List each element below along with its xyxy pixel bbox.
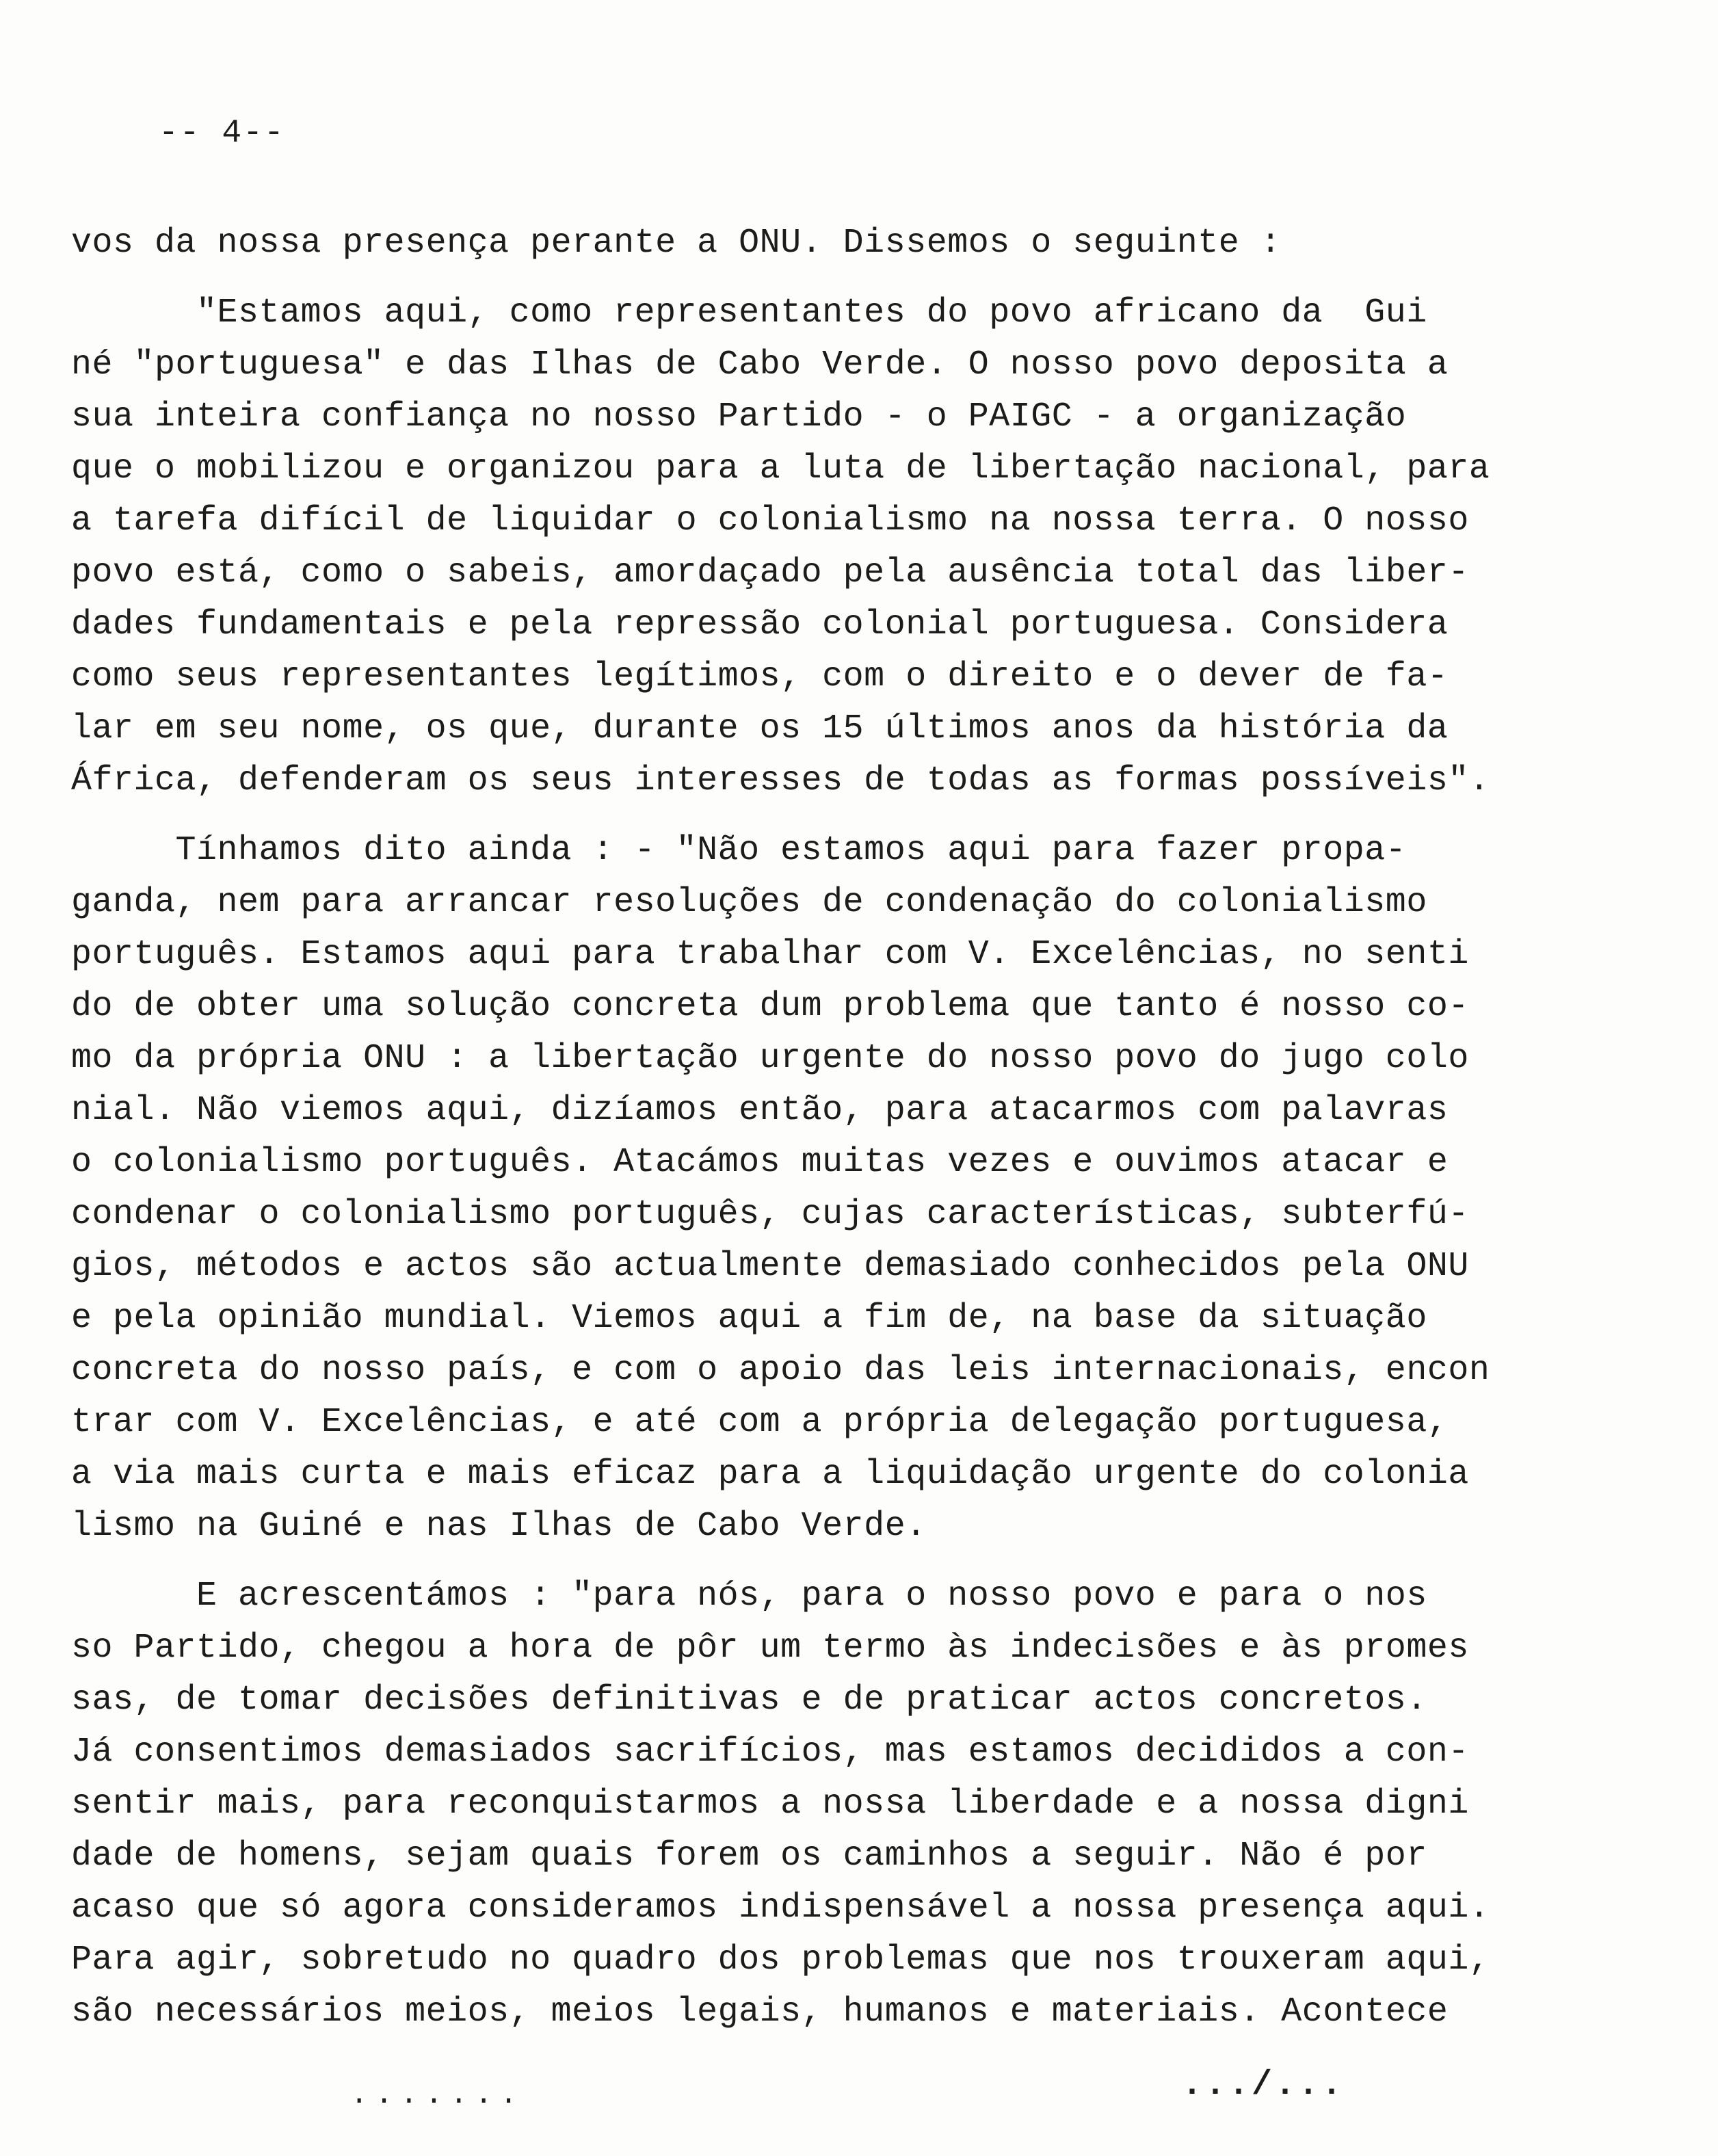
text-line: ganda, nem para arrancar resoluções de condenação do colonialismo <box>71 883 1427 922</box>
text-line: so Partido, chegou a hora de pôr um termo às indecisões e às promes <box>71 1629 1469 1668</box>
paragraph <box>71 1570 1507 2038</box>
text-line: que o mobilizou e organizou para a luta de libertação nacional, para <box>71 449 1490 488</box>
page-number: -- 4-- <box>159 115 285 152</box>
text-line: do de obter uma solução concreta dum problema que tanto é nosso co- <box>71 987 1469 1026</box>
text-line: português. Estamos aqui para trabalhar com V. Excelências, no senti <box>71 935 1469 974</box>
text-line: Para agir, sobretudo no quadro dos problemas que nos trouxeram aqui, <box>71 1941 1490 1980</box>
text-line: Tínhamos dito ainda : - "Não estamos aqui para fazer propa- <box>71 831 1407 870</box>
paragraph <box>71 825 1507 1553</box>
text-line: "Estamos aqui, como representantes do povo africano da Gui <box>71 293 1427 332</box>
text-line: Já consentimos demasiados sacrifícios, mas estamos decididos a con- <box>71 1733 1469 1772</box>
text-line: como seus representantes legítimos, com o direito e o dever de fa- <box>71 657 1449 696</box>
paragraph <box>71 218 1507 270</box>
text-line: mo da própria ONU : a libertação urgente do nosso povo do jugo colo <box>71 1039 1469 1078</box>
text-line: nial. Não viemos aqui, dizíamos então, para atacarmos com palavras <box>71 1091 1449 1130</box>
body-text <box>71 218 1507 2038</box>
text-line: lar em seu nome, os que, durante os 15 últimos anos da história da <box>71 709 1449 748</box>
text-line: lismo na Guiné e nas Ilhas de Cabo Verde. <box>71 1507 927 1546</box>
text-line: sua inteira confiança no nosso Partido - o PAIGC - a organização <box>71 397 1407 436</box>
text-line: o colonialismo português. Atacámos muitas vezes e ouvimos atacar e <box>71 1143 1449 1182</box>
text-line: são necessários meios, meios legais, humanos e materiais. Acontece <box>71 1993 1449 2032</box>
text-line: gios, métodos e actos são actualmente demasiado conhecidos pela ONU <box>71 1247 1469 1286</box>
text-line: a tarefa difícil de liquidar o colonialismo na nossa terra. O nosso <box>71 501 1469 540</box>
continued-marker: .../... <box>1182 2066 1345 2105</box>
text-line: vos da nossa presença perante a ONU. Dissemos o seguinte : <box>71 224 1282 263</box>
text-line: acaso que só agora consideramos indispensável a nossa presença aqui. <box>71 1889 1490 1928</box>
text-line: né "portuguesa" e das Ilhas de Cabo Verde. O nosso povo deposita a <box>71 345 1449 384</box>
text-line: sentir mais, para reconquistarmos a nossa liberdade e a nossa digni <box>71 1785 1469 1824</box>
text-line: a via mais curta e mais eficaz para a liquidação urgente do colonia <box>71 1455 1469 1494</box>
footer-ellipsis: ....... <box>350 2078 525 2112</box>
text-line: sas, de tomar decisões definitivas e de praticar actos concretos. <box>71 1681 1427 1720</box>
text-line: e pela opinião mundial. Viemos aqui a fim de, na base da situação <box>71 1299 1427 1338</box>
text-line: E acrescentámos : "para nós, para o nosso povo e para o nos <box>71 1577 1427 1616</box>
text-line: povo está, como o sabeis, amordaçado pela ausência total das liber- <box>71 553 1469 592</box>
text-line: trar com V. Excelências, e até com a própria delegação portuguesa, <box>71 1403 1449 1442</box>
text-line: dade de homens, sejam quais forem os caminhos a seguir. Não é por <box>71 1837 1427 1876</box>
text-line: condenar o colonialismo português, cujas características, subterfú- <box>71 1195 1469 1234</box>
text-line: África, defenderam os seus interesses de todas as formas possíveis". <box>71 761 1490 800</box>
paragraph <box>71 287 1507 807</box>
text-line: concreta do nosso país, e com o apoio das leis internacionais, encon <box>71 1351 1490 1390</box>
text-line: dades fundamentais e pela repressão colonial portuguesa. Considera <box>71 605 1449 644</box>
